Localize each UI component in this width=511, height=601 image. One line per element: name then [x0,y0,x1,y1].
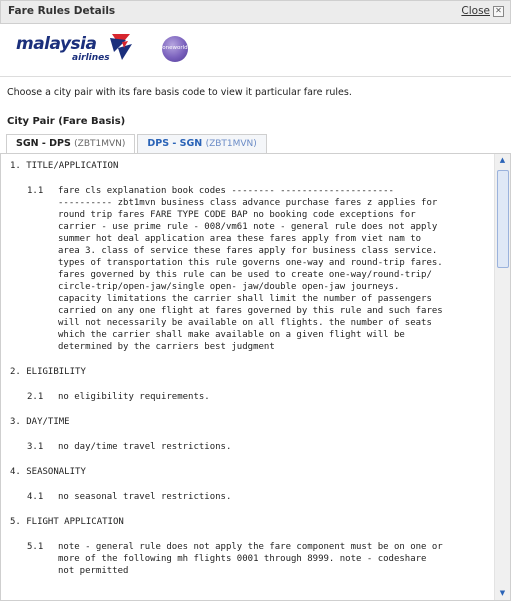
rule-section [10,160,490,353]
rule-heading: 4. SEASONALITY [10,467,86,477]
tab-route-label: DPS - SGN [147,138,203,149]
rule-section [10,516,490,577]
logo-wordmark: malaysia [16,34,97,54]
rule-number: 1.1 [27,186,44,196]
rule-heading: 1. TITLE/APPLICATION [10,161,119,171]
tab-route-label: SGN - DPS [16,138,71,149]
city-pair-tabs [6,134,269,153]
rule-text: note - general rule does not apply the fare component must be on one or more of the following mh flights 0001 through 8999. note - codeshare not permitted [58,542,443,576]
rule-heading: 3. DAY/TIME [10,417,70,427]
header-divider [0,76,511,77]
rule-section [10,466,490,503]
rule-section [10,366,490,403]
rule-text: no eligibility requirements. [58,392,210,402]
tab-fare-basis: (ZBT1MVN) [205,139,257,149]
rule-number: 4.1 [27,492,44,502]
close-label[interactable]: Close [461,5,490,17]
fare-rules-panel[interactable] [0,153,511,601]
tab-sgn-dps[interactable] [6,134,135,154]
oneworld-logo-icon [162,36,188,62]
rule-text: fare cls explanation book codes -------- --------------------- ---------- zbt1mvn business class advance purchase fares z applies for round trip fares FARE TYPE CODE BAP no booking code exceptions for carrier - use prime rule - 008/vm61 note - general rule does not apply summer hot deal application area these fares apply from viet nam to area 3. class of service these fares apply for business class service. types of transportation this rule governs one-way and round-trip fares. fares governed by this rule can be used to create one-way/round-trip/ circle-trip/open-jaw/single open- jaw/double open-jaw journeys. capacity limitations the carrier shall limit the number of passengers carried on any one flight at fares governed by this rule and such fares will not necessarily be available on all flights. the number of seats which the carrier shall make available on a given flight will be determined by the carriers best judgment [58,186,443,352]
airline-logo [16,32,216,68]
vertical-scrollbar[interactable] [494,154,510,600]
scrollbar-thumb[interactable] [497,170,509,268]
close-button[interactable] [461,5,504,17]
tab-dps-sgn[interactable] [137,134,266,153]
section-title: City Pair (Fare Basis) [7,116,126,127]
rule-section [10,416,490,453]
rule-number: 5.1 [27,542,44,552]
rule-number: 3.1 [27,442,44,452]
scroll-up-arrow-icon[interactable]: ▲ [499,156,506,164]
kite-logo-icon [108,32,134,62]
close-icon[interactable]: ✕ [493,6,504,17]
tab-fare-basis: (ZBT1MVN) [74,139,126,149]
scroll-down-arrow-icon[interactable]: ▼ [499,589,506,597]
dialog-titlebar [0,0,511,24]
alliance-label: oneworld [162,45,188,51]
rule-text: no day/time travel restrictions. [58,442,232,452]
rule-number: 2.1 [27,392,44,402]
rules-list [10,160,490,590]
rule-text: no seasonal travel restrictions. [58,492,232,502]
logo-subtitle: airlines [72,53,110,63]
rule-heading: 5. FLIGHT APPLICATION [10,517,124,527]
instruction-text: Choose a city pair with its fare basis code to view it particular fare rules. [7,87,352,98]
rule-heading: 2. ELIGIBILITY [10,367,86,377]
dialog-title: Fare Rules Details [8,5,116,17]
